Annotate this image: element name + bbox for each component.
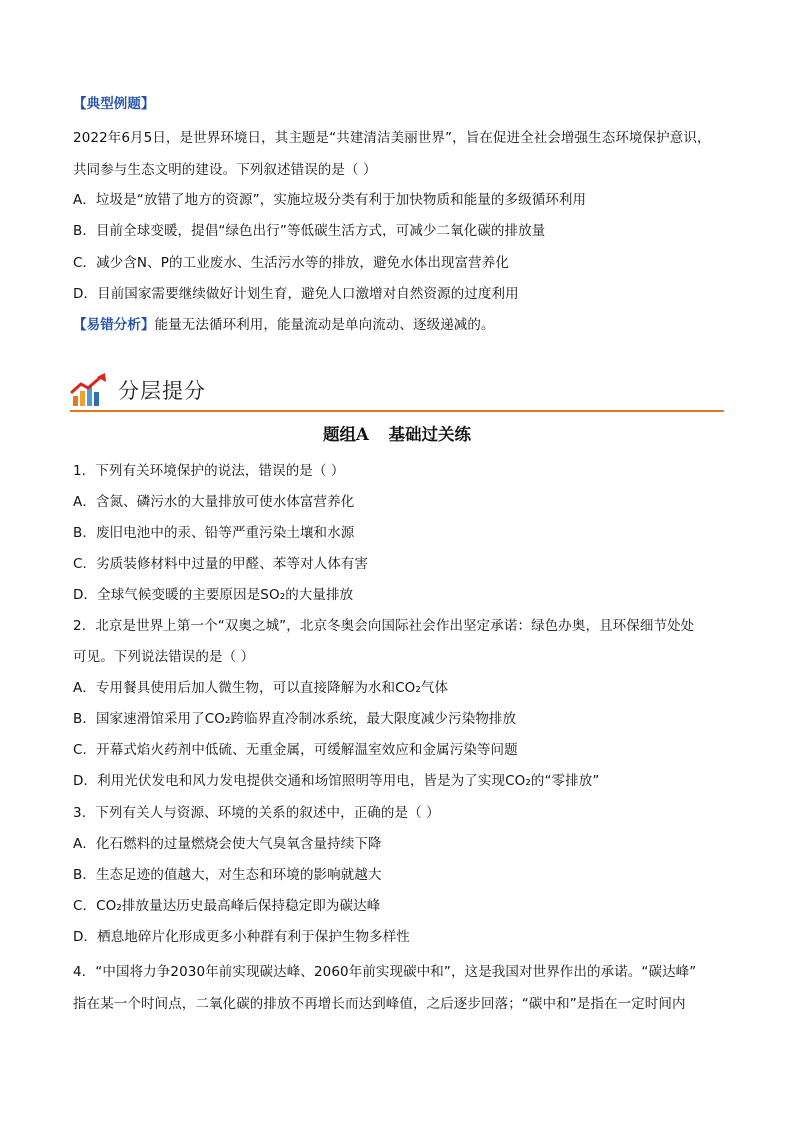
example-option-a: A．垃圾是“放错了地方的资源”，实施垃圾分类有利于加快物质和能量的多级循环利用 <box>73 192 587 208</box>
example-option-d: D．目前国家需要继续做好计划生育，避免人口激增对自然资源的过度利用 <box>73 286 519 302</box>
q1-option-c: C．劣质装修材料中过量的甲醛、苯等对人体有害 <box>73 556 369 572</box>
q2-option-a: A．专用餐具使用后加人微生物，可以直接降解为水和CO₂气体 <box>73 680 449 696</box>
q3-option-d: D．栖息地碎片化形成更多小种群有利于保护生物多样性 <box>73 929 410 945</box>
q3-stem: 3．下列有关人与资源、环境的关系的叙述中，正确的是（ ） <box>73 805 440 821</box>
q1-stem: 1．下列有关环境保护的说法，错误的是（ ） <box>73 463 345 479</box>
error-analysis <box>73 315 725 335</box>
q2-stem-line-1: 2．北京是世界上第一个“双奥之城”，北京冬奥会向国际社会作出坚定承诺：绿色办奥，且环保细节处处 <box>73 618 695 634</box>
q2-option-d: D．利用光伏发电和风力发电提供交通和场馆照明等用电，皆是为了实现CO₂的“零排放” <box>73 773 600 789</box>
example-option-b: B．目前全球变暖，提倡“绿色出行”等低碳生活方式，可减少二氧化碳的排放量 <box>73 223 546 239</box>
example-option-c: C．减少含N、P的工业废水、生活污水等的排放，避免水体出现富营养化 <box>73 255 509 271</box>
q2-stem-line-2: 可见。下列说法错误的是（ ） <box>73 649 255 665</box>
group-title: 题组A 基础过关练 <box>322 425 472 444</box>
error-analysis-tag: 【易错分析】 <box>73 317 155 333</box>
example-stem-line-2: 共同参与生态文明的建设。下列叙述错误的是（ ） <box>73 162 377 178</box>
section-divider <box>70 410 724 412</box>
q4-stem-line-1: 4．“中国将力争2030年前实现碳达峰、2060年前实现碳中和”，这是我国对世界作出的承诺。“碳达峰” <box>73 964 697 980</box>
q3-option-c: C．CO₂排放量达历史最高峰后保持稳定即为碳达峰 <box>73 898 381 914</box>
q4-stem-line-2: 指在某一个时间点，二氧化碳的排放不再增长而达到峰值，之后逐步回落；“碳中和”是指在一定时间内 <box>73 996 686 1012</box>
section-banner <box>70 370 724 414</box>
q2-option-b: B．国家速滑馆采用了CO₂跨临界直冷制冰系统，最大限度减少污染物排放 <box>73 711 517 727</box>
q1-option-a: A．含氮、磷污水的大量排放可使水体富营养化 <box>73 494 355 510</box>
q1-option-b: B．废旧电池中的汞、铅等严重污染土壤和水源 <box>73 525 355 541</box>
section-title: 分层提分 <box>118 379 206 403</box>
example-stem-line-1: 2022年6月5日，是世界环境日，其主题是“共建清洁美丽世界”，旨在促进全社会增强生态环境保护意识， <box>73 130 711 146</box>
q1-option-d: D．全球气候变暖的主要原因是SO₂的大量排放 <box>73 587 354 603</box>
growth-chart-icon <box>70 372 110 408</box>
example-tag: 【典型例题】 <box>73 96 155 112</box>
q3-option-a: A．化石燃料的过量燃烧会使大气臭氧含量持续下降 <box>73 836 382 852</box>
q2-option-c: C．开幕式焰火药剂中低硫、无重金属，可缓解温室效应和金属污染等问题 <box>73 742 518 758</box>
error-analysis-text: 能量无法循环利用，能量流动是单向流动、逐级递减的。 <box>154 317 495 333</box>
q3-option-b: B．生态足迹的值越大，对生态和环境的影响就越大 <box>73 867 382 883</box>
